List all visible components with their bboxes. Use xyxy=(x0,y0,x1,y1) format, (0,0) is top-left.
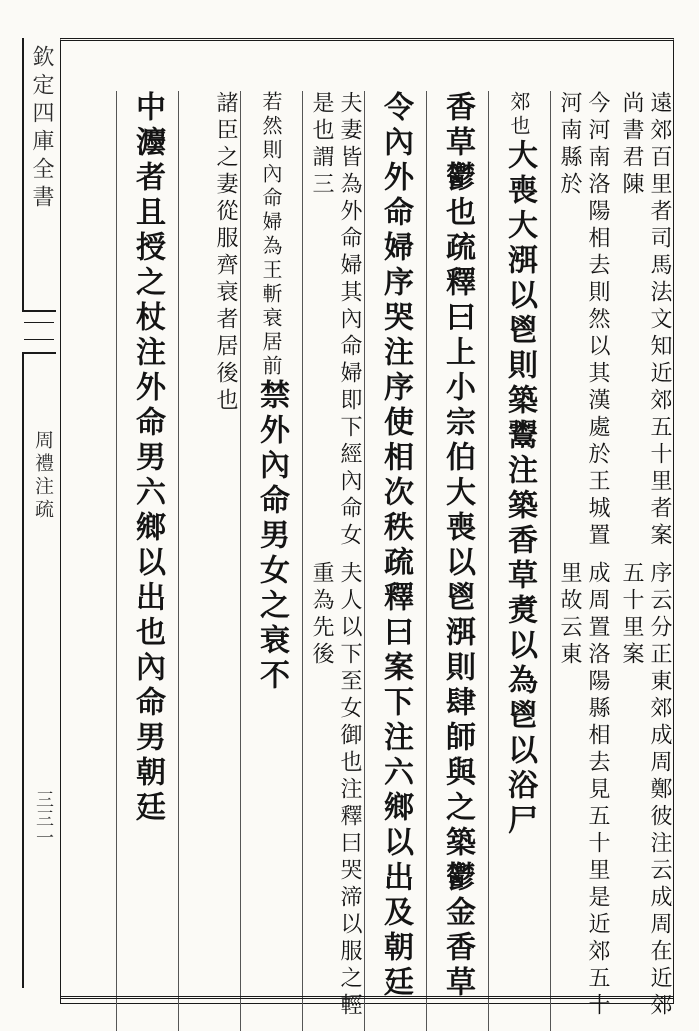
column-6-line-a: 夫妻皆為外命婦其內命婦即下經內命女是也謂三 xyxy=(309,91,362,550)
fishtail-ornament xyxy=(22,310,56,354)
column-3-main: 大喪大渳以鬯則築鬻注築香草煑以為鬯以浴尸 xyxy=(502,139,537,839)
text-column-5: 令內外命婦序哭注序使相次秩疏釋曰案下注六鄉以出及朝廷 xyxy=(364,91,425,1031)
text-column-2 xyxy=(550,91,611,1031)
margin-page-number: 三三一 xyxy=(33,790,54,847)
text-column-7 xyxy=(240,91,301,1031)
column-2-line-b: 成周置洛陽縣相去見五十里是近郊五十里故云東 xyxy=(557,561,610,1020)
text-column-8 xyxy=(178,91,239,1031)
column-2-line-a: 今河南洛陽相去則然以其漢處於王城置河南縣於 xyxy=(557,91,610,550)
margin-book-name: 周禮注疏 xyxy=(32,430,54,522)
column-4-main: 香草鬱也疏釋曰上小宗伯大喪以鬯渳則肆師與之築鬱金香草 xyxy=(440,91,475,1001)
text-column-9: 中灋者且授之杖注外命男六鄉以出也內命男朝廷 xyxy=(116,91,177,1031)
text-column-1 xyxy=(613,91,673,1031)
bottom-rule xyxy=(60,996,674,999)
fishtail-inner-band xyxy=(24,322,54,340)
text-column-3 xyxy=(488,91,549,1031)
text-frame xyxy=(60,38,674,1020)
column-7-lead: 若然則內命婦為王斬衰居前 xyxy=(259,91,283,379)
margin-top-title: 欽定四庫全書 xyxy=(29,45,54,213)
column-1-line-b: 序云分正東郊成周鄭彼注云成周在近郊五十里案 xyxy=(619,561,672,1020)
column-8-line-a: 諸臣之妻從服齊衰者居後也 xyxy=(213,91,238,415)
text-column-6 xyxy=(302,91,363,1031)
column-6-line-b: 夫人以下至女御也注釋曰哭渧以服之輕重為先後 xyxy=(309,561,362,1020)
column-3-lead: 郊也 xyxy=(507,91,531,139)
column-1-line-a: 遠郊百里者司馬法文知近郊五十里者案尚書君陳 xyxy=(619,91,672,550)
text-column-4 xyxy=(426,91,487,1031)
column-7-main: 禁外內命男女之衰不 xyxy=(254,379,289,694)
